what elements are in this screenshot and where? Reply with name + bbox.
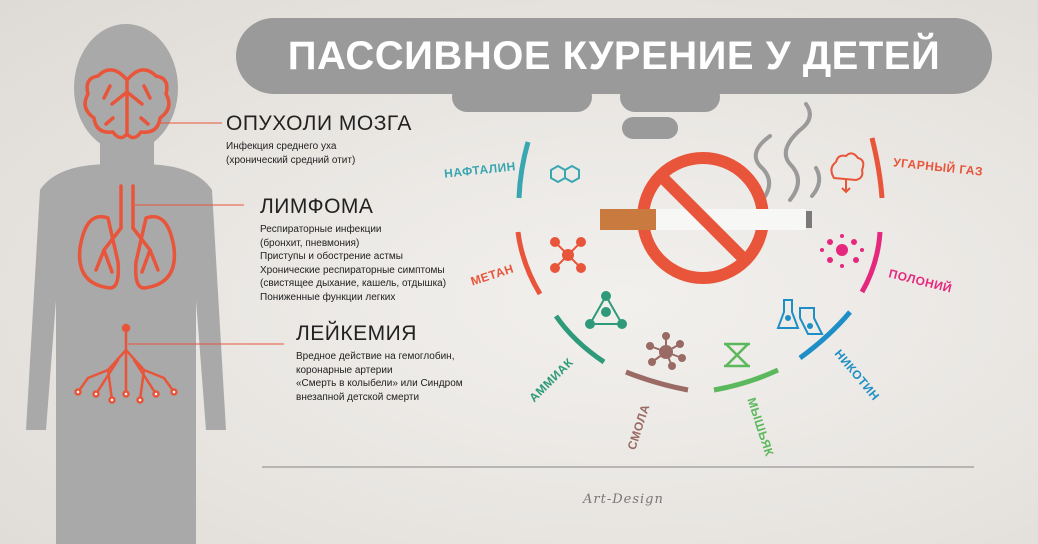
section-leukemia bbox=[296, 322, 463, 404]
desc-line: (хронический средний отит) bbox=[226, 154, 356, 166]
desc-line: внезапной детской смерти bbox=[296, 391, 420, 403]
label-methane: МЕТАН bbox=[468, 261, 516, 289]
desc-line: «Смерть в колыбели» или Синдром bbox=[296, 378, 463, 389]
label-carbon-monoxide: УГАРНЫЙ ГАЗ bbox=[892, 155, 984, 179]
section-description bbox=[226, 140, 412, 167]
desc-line: Инфекция среднего уха bbox=[226, 141, 337, 152]
desc-line: (бронхит, пневмония) bbox=[260, 237, 360, 249]
arc-methane bbox=[518, 232, 540, 294]
section-heading: ЛИМФОМА bbox=[260, 195, 374, 218]
section-heading: ОПУХОЛИ МОЗГА bbox=[226, 112, 412, 135]
section-heading: ЛЕЙКЕМИЯ bbox=[296, 322, 417, 345]
arc-carbon-monoxide bbox=[872, 138, 882, 198]
label-polonium: ПОЛОНИЙ bbox=[887, 266, 954, 296]
naphthalene-icon bbox=[551, 166, 579, 182]
carbon-monoxide-icon bbox=[831, 153, 863, 192]
arc-ammonia bbox=[556, 316, 604, 362]
substance-arc bbox=[518, 138, 882, 390]
methane-icon bbox=[551, 238, 585, 272]
desc-line: Респираторные инфекции bbox=[260, 224, 382, 235]
arc-arsenic bbox=[714, 370, 778, 390]
smoke-curls bbox=[756, 104, 819, 200]
nicotine-icon bbox=[778, 300, 822, 334]
signature: Art-Design bbox=[583, 492, 664, 507]
section-brain-tumors bbox=[226, 112, 412, 167]
desc-line: коронарные артерии bbox=[296, 364, 393, 376]
polonium-icon bbox=[820, 234, 864, 268]
page-title: ПАССИВНОЕ КУРЕНИЕ У ДЕТЕЙ bbox=[287, 33, 941, 78]
desc-line: Приступы и обострение астмы bbox=[260, 251, 403, 262]
ammonia-icon bbox=[586, 292, 626, 328]
label-naphthalene: НАФТАЛИН bbox=[443, 159, 517, 181]
section-description bbox=[260, 223, 446, 304]
tar-icon bbox=[647, 333, 685, 369]
label-nicotine: НИКОТИН bbox=[831, 346, 883, 404]
arsenic-icon bbox=[724, 344, 750, 366]
no-smoking-icon bbox=[600, 158, 812, 278]
arc-polonium bbox=[862, 232, 880, 292]
label-tar: СМОЛА bbox=[624, 402, 653, 452]
desc-line: Вредное действие на гемоглобин, bbox=[296, 351, 455, 362]
label-arsenic: МЫШЬЯК bbox=[744, 395, 777, 459]
desc-line: Хронические респираторные симптомы bbox=[260, 264, 445, 276]
section-lymphoma bbox=[260, 195, 446, 304]
section-description bbox=[296, 350, 463, 404]
desc-line: Пониженные функции легких bbox=[260, 291, 396, 303]
arc-naphthalene bbox=[519, 142, 528, 198]
desc-line: (свистящее дыхание, кашель, отдышка) bbox=[260, 278, 447, 289]
label-ammonia: АММИАК bbox=[526, 355, 576, 405]
arc-tar bbox=[626, 372, 688, 390]
title-banner bbox=[236, 18, 992, 94]
